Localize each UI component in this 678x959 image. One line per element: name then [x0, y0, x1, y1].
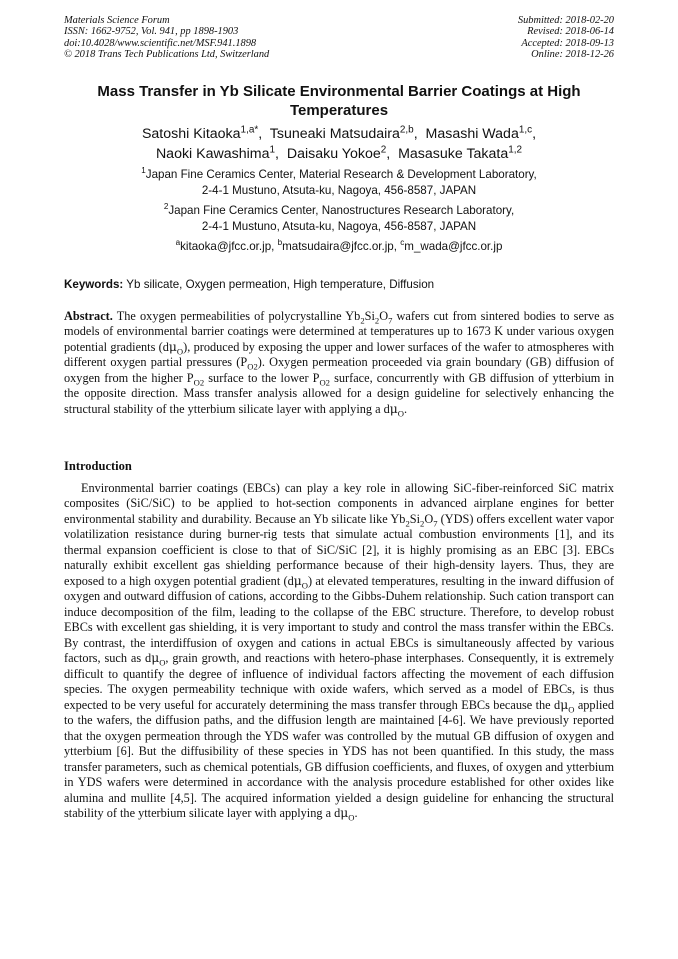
paper-title: Mass Transfer in Yb Silicate Environmental Barrier Coatings at High Temperatures	[97, 83, 581, 119]
date-submitted: Submitted: 2018-02-20	[517, 15, 614, 26]
author: Satoshi Kitaoka$^{1,a*}$	[141, 124, 259, 142]
author: Tsuneaki Matsudaira$^{2,b}$	[269, 124, 414, 142]
author: Masashi Wada$^{1,c}$	[425, 124, 533, 142]
journal-copyright: © 2018 Trans Tech Publications Ltd, Switzerland	[64, 49, 270, 61]
author-emails: $^a$kitaoka@jfcc.or.jp, $^b$matsudaira@jfcc.or.jp, $^c$m_wada@jfcc.or.jp	[175, 238, 503, 253]
email-link[interactable]: matsudaira@jfcc.or.jp	[282, 240, 394, 253]
affiliation-1: $^1$Japan Fine Ceramics Center, Material Research & Development Laboratory, 2-4-1 Mustuno, Atsuta-ku, Nagoya, 456-8587, JAPAN	[141, 166, 537, 197]
date-online: Online: 2018-12-26	[531, 49, 614, 61]
section-heading-introduction: Introduction	[64, 459, 132, 473]
keywords-label: Keywords:	[64, 278, 124, 291]
keywords	[64, 277, 614, 292]
abstract-label: Abstract.	[64, 309, 113, 323]
author-list: Satoshi Kitaoka$^{1,a*}$, Tsuneaki Matsudaira$^{2,b}$, Masashi Wada$^{1,c}$, Naoki Kawashima$^1$, Daisaku Yokoe$^2$, Masasuke Takata$^{1,2}$	[141, 124, 537, 162]
journal-info	[64, 15, 269, 61]
date-accepted: Accepted: 2018-09-13	[521, 37, 614, 49]
journal-issn: ISSN: 1662-9752, Vol. 941, pp 1898-1903	[64, 26, 239, 38]
journal-name: Materials Science Forum	[64, 15, 170, 26]
author: Masasuke Takata$^{1,2}$	[398, 144, 523, 162]
affiliation-2: $^2$Japan Fine Ceramics Center, Nanostructures Research Laboratory, 2-4-1 Mustuno, Atsuta-ku, Nagoya, 456-8587, JAPAN	[163, 202, 515, 233]
date-revised: Revised: 2018-06-14	[527, 26, 614, 38]
journal-doi: doi:10.4028/www.scientific.net/MSF.941.1898	[64, 37, 257, 49]
author: Naoki Kawashima$^1$	[155, 144, 276, 162]
publication-dates	[518, 15, 614, 61]
email-link[interactable]: m_wada@jfcc.or.jp	[404, 240, 503, 253]
abstract: Abstract. The oxygen permeabilities of polycrystalline $Yb_2Si_2O_7$ wafers cut from sintered bodies to serve as models of environmental barrier coatings were determined at temperatures up to 1673 K under various oxygen potential gradients $(d\mu_O)$, produced by exposing the upper and lower surfaces of the wafer to atmospheres with different oxygen partial pressures $(P_{O2})$. Oxygen permeation proceeded via grain boundary (GB) diffusion of oxygen from the higher $P_{O2}$ surface to the lower $P_{O2}$ surface, concurrently with GB diffusion of ytterbium in the opposite direction. Mass transfer analysis allowed for a design guideline for selectively enhancing the structural stability of the ytterbium silicate layer with applying a $d\mu_O$.	[64, 309, 615, 419]
keywords-text: Yb silicate, Oxygen permeation, High temperature, Diffusion	[126, 278, 435, 291]
author: Daisaku Yokoe$^2$	[286, 144, 387, 162]
introduction-paragraph: Environmental barrier coatings (EBCs) can play a key role in allowing SiC-fiber-reinforced SiC matrix composites (SiC/SiC) to be applied to hot-section components in advanced airplane engines for better environmental stability and durability. Because an Yb silicate like $Yb_2Si_2O_7$ (YDS) offers excellent water vapor volatilization resistance during burner-rig tests that simulate actual combustion environments [1], and its thermal expansion coefficient is close to that of SiC/SiC [2], it is highly promising as an EBC [3]. EBCs naturally exhibit excellent gas shielding performance because of their high-density layers. Thus, they are exposed to a high oxygen potential gradient $(d\mu_O)$ at elevated temperatures, resulting in the inward diffusion of oxygen and outward diffusion of cations, according to the Gibbs-Duhem relationship. Such cation transport can induce decomposition of the film, leading to the collapse of the EBC structure. Therefore, to develop robust EBCs with excellent gas shielding, it is very important to study and control the mass transfer within the EBCs. By contrast, the interdiffusion of oxygen and cations in actual EBCs is simultaneously affected by various factors, such as $d\mu_O$, grain growth, and reactions with hetero-phase interphases. Consequently, it is extremely difficult to quantify the degree of influence of individual factors affecting the movement of each diffusion species. The oxygen permeability technique with oxide wafers, which served as a model of EBCs, is thus expected to be very useful for accurately determining the mass transfer through EBCs because the $d\mu_O$ applied to the wafers, the diffusion paths, and the diffusion length are maintained [4-6]. We have previously reported that the oxygen permeation through the YDS wafer was controlled by the mutual GB diffusion of oxygen and ytterbium [6]. But the diffusibility of these species in YDS has not been quantified. In this study, the mass transfer parameters, such as chemical potentials, GB diffusion coefficients, and fluxes, of oxygen and ytterbium in YDS wafers were determined in accordance with the analysis procedure established for other oxides like alumina and mullite [4,5]. The acquired information yielded a design guideline for enhancing the structural stability of the ytterbium silicate layer with applying a $d\mu_O$.	[64, 481, 615, 823]
email-link[interactable]: kitaoka@jfcc.or.jp	[180, 240, 272, 253]
